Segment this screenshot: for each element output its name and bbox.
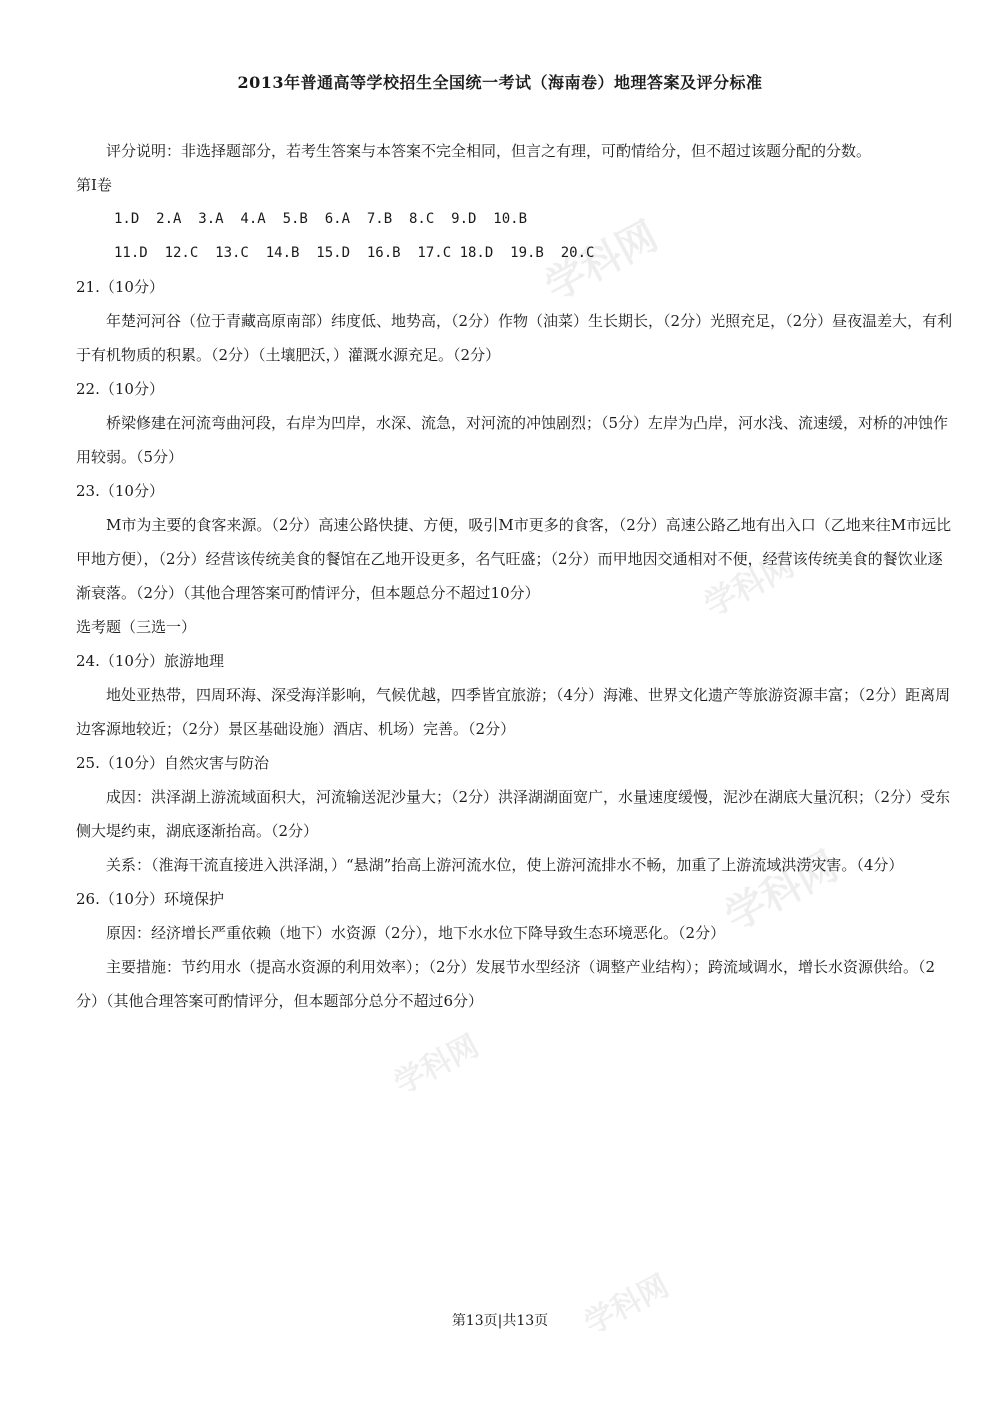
question-heading: 21.（10分） — [76, 278, 164, 296]
choice-answers-row: 1.D 2.A 3.A 4.A 5.B 6.A 7.B 8.C 9.D 10.B — [114, 211, 528, 227]
question-answer: 地处亚热带，四周环海、深受海洋影响，气候优越，四季皆宜旅游；（4分）海滩、世界文化遗产等旅游资源丰富；（2分）距离周边客源地较近；（2分）景区基础设施）酒店、机场）完善。（2分） — [76, 686, 951, 738]
scoring-note: 评分说明：非选择题部分，若考生答案与本答案不完全相同，但言之有理，可酌情给分，但不超过该题分配的分数。 — [106, 142, 872, 160]
watermark-logo: 学科网 — [388, 1028, 485, 1102]
answer-content — [76, 134, 956, 1018]
page-footer: 第13页|共13页 — [451, 1313, 549, 1329]
question-heading: 26.（10分）环境保护 — [76, 890, 224, 908]
question-heading: 24.（10分）旅游地理 — [76, 652, 224, 670]
question-heading: 23.（10分） — [76, 482, 164, 500]
watermark-logo: 学科网 — [537, 213, 666, 311]
question-answer: M市为主要的食客来源。（2分）高速公路快捷、方便，吸引M市更多的食客，（2分）高速公路乙地有出入口（乙地来往M市远比甲地方便），（2分）经营该传统美食的餐馆在乙地开设更多，名气旺盛；（2分）而甲地因交通相对不便，经营该传统美食的餐饮业逐渐衰落。（2分）（其他合理答案可酌情评分，但本题总分不超过10分） — [76, 516, 952, 602]
section-heading: 第Ⅰ卷 — [76, 176, 112, 194]
watermark-logo: 学科网 — [717, 843, 846, 941]
page-title: 2013年普通高等学校招生全国统一考试（海南卷）地理答案及评分标准 — [237, 73, 763, 92]
watermark-logo: 学科网 — [697, 545, 801, 625]
question-heading: 22.（10分） — [76, 380, 164, 398]
question-answer: 桥梁修建在河流弯曲河段，右岸为凹岸，水深、流急，对河流的冲蚀剧烈；（5分）左岸为凸岸，河水浅、流速缓，对桥的冲蚀作用较弱。（5分） — [76, 414, 949, 466]
watermark-logo: 学科网 — [578, 1268, 675, 1342]
question-answer: 主要措施：节约用水（提高水资源的利用效率）；（2分）发展节水型经济（调整产业结构）；跨流域调水，增长水资源供给。（2分）（其他合理答案可酌情评分，但本题部分总分不超过6分） — [76, 958, 936, 1010]
question-answer: 成因：洪泽湖上游流域面积大，河流输送泥沙量大；（2分）洪泽湖湖面宽广，水量速度缓慢，泥沙在湖底大量沉积；（2分）受东侧大堤约束，湖底逐渐抬高。（2分） — [76, 788, 951, 840]
question-answer: 关系：（淮海干流直接进入洪泽湖，）“悬湖”抬高上游河流水位，使上游河流排水不畅，加重了上游流域洪涝灾害。（4分） — [106, 856, 904, 874]
choice-answers-row: 11.D 12.C 13.C 14.B 15.D 16.B 17.C 18.D 19.B 20.C — [114, 245, 595, 261]
question-heading: 25.（10分）自然灾害与防治 — [76, 754, 269, 772]
question-answer: 年楚河河谷（位于青藏高原南部）纬度低、地势高，（2分）作物（油菜）生长期长，（2分）光照充足，（2分）昼夜温差大，有利于有机物质的积累。（2分）（土壤肥沃，）灌溉水源充足。（2分） — [76, 312, 953, 364]
question-answer: 原因：经济增长严重依赖（地下）水资源（2分），地下水水位下降导致生态环境恶化。（2分） — [106, 924, 726, 942]
section-heading: 选考题（三选一） — [76, 618, 197, 636]
